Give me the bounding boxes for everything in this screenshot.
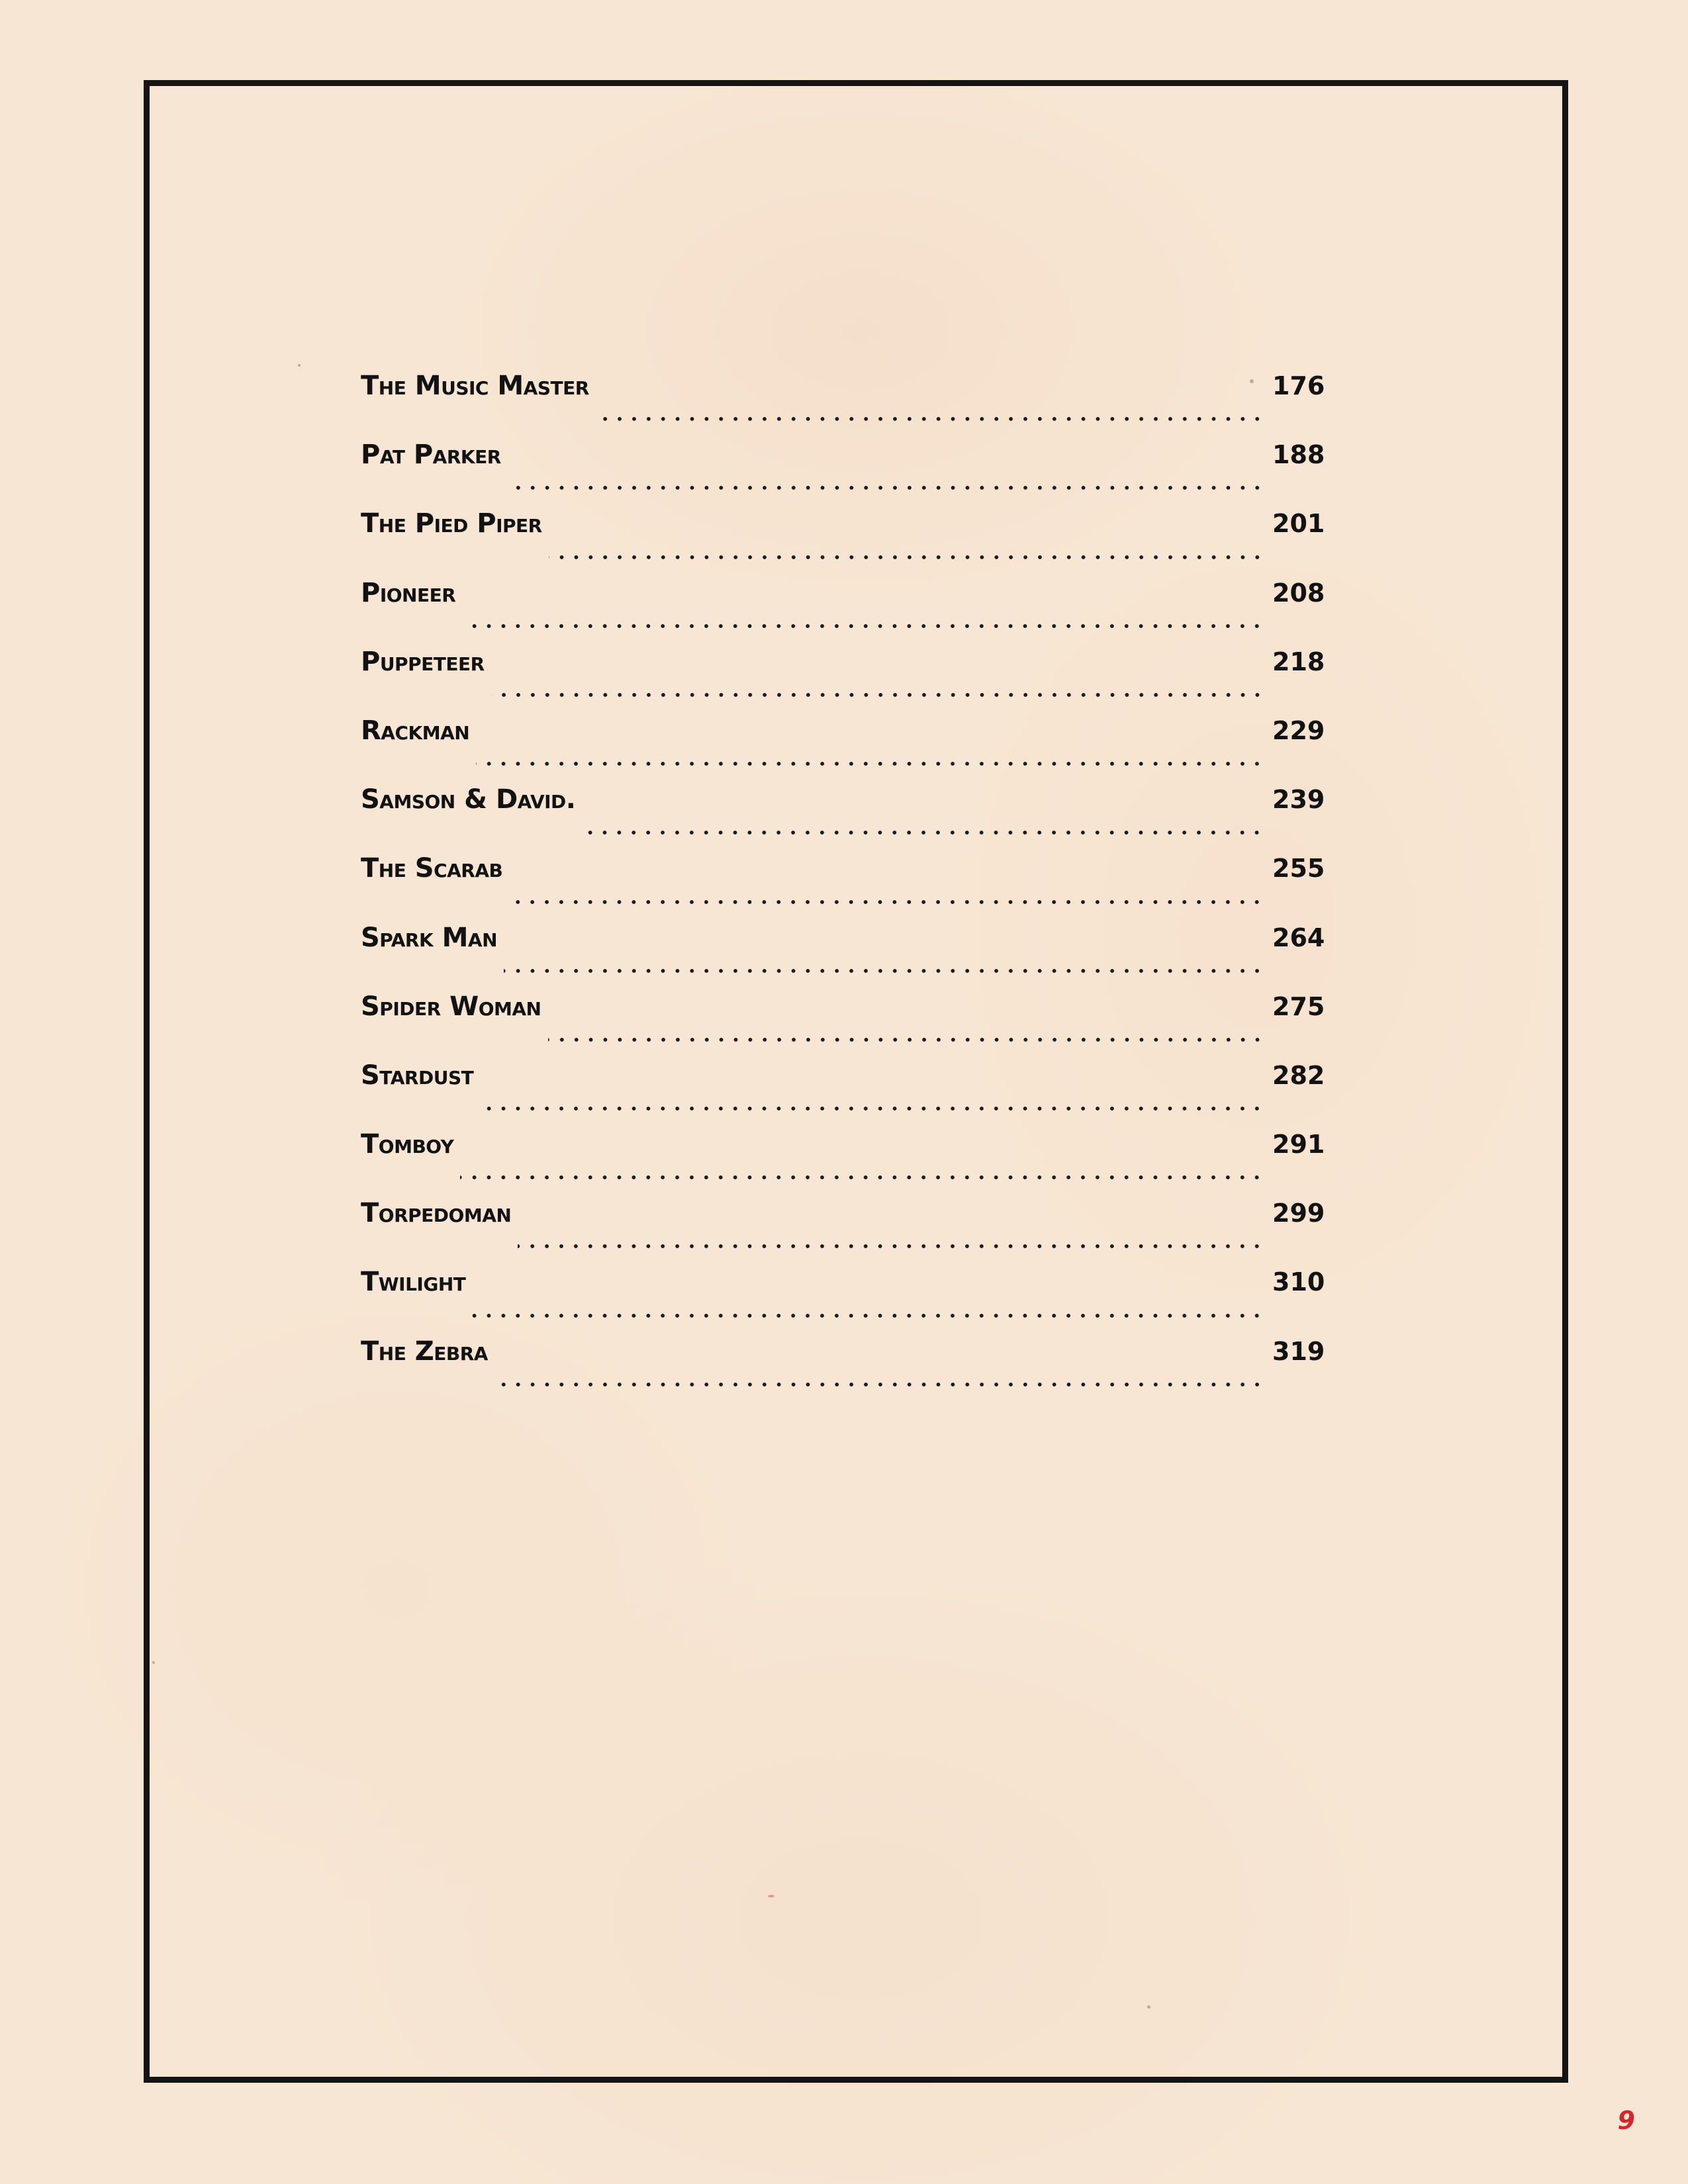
dot-leader	[494, 1382, 1264, 1387]
toc-entry[interactable]	[361, 923, 1324, 991]
toc-entry-title: Spark Man	[361, 922, 498, 953]
dot-leader	[491, 692, 1264, 698]
dot-leader	[508, 485, 1264, 490]
toc-entry-title: The Zebra	[361, 1336, 488, 1367]
paper-speck	[1147, 2005, 1150, 2009]
toc-entry-title: Pioneer	[361, 577, 456, 608]
dot-leader	[596, 416, 1264, 422]
toc-entry-page: 229	[1272, 715, 1325, 745]
toc-entry[interactable]	[361, 578, 1324, 647]
toc-entry-page: 299	[1272, 1199, 1325, 1228]
paper-speck	[1250, 379, 1254, 383]
toc-entry-title: Tomboy	[361, 1129, 454, 1160]
toc-entry-page: 239	[1272, 785, 1325, 815]
paper-speck	[298, 364, 301, 367]
toc-entry-title: Puppeteer	[361, 646, 485, 677]
toc-entry-page: 319	[1272, 1336, 1325, 1366]
toc-entry[interactable]	[361, 1060, 1324, 1129]
toc-entry-page: 282	[1272, 1060, 1325, 1090]
dot-leader	[549, 555, 1264, 560]
dot-leader	[480, 1106, 1264, 1111]
toc-entry-page: 218	[1272, 647, 1325, 676]
toc-entry[interactable]	[361, 991, 1324, 1060]
toc-entry-title: The Music Master	[361, 371, 589, 401]
toc-entry[interactable]	[361, 853, 1324, 922]
toc-entry-page: 176	[1272, 371, 1325, 400]
toc-entry[interactable]	[361, 1129, 1324, 1198]
toc-entry-page: 264	[1272, 923, 1325, 952]
toc-entry-title: Spider Woman	[361, 991, 541, 1022]
toc-entry-title: The Scarab	[361, 853, 503, 884]
toc-entry-title: Samson & David.	[361, 784, 576, 815]
toc-entry-page: 310	[1272, 1267, 1325, 1297]
toc-entry-title: Twilight	[361, 1267, 466, 1298]
toc-entry-page: 291	[1272, 1130, 1325, 1160]
toc-entry[interactable]	[361, 1336, 1324, 1405]
dot-leader	[476, 761, 1264, 766]
dot-leader	[460, 1175, 1264, 1180]
paper-speck	[152, 1661, 155, 1664]
toc-entry[interactable]	[361, 508, 1324, 577]
toc-entry-title: The Pied Piper	[361, 508, 542, 539]
toc-entry-page: 201	[1272, 509, 1325, 539]
dot-leader	[504, 968, 1264, 974]
toc-entry-title: Torpedoman	[361, 1198, 512, 1229]
dot-leader	[582, 830, 1264, 835]
toc-entry[interactable]	[361, 647, 1324, 715]
dot-leader	[518, 1244, 1264, 1249]
toc-entry-page: 208	[1272, 578, 1325, 608]
toc-entry-page: 255	[1272, 854, 1325, 884]
toc-entry[interactable]	[361, 371, 1324, 439]
dot-leader	[548, 1037, 1265, 1042]
toc-entry[interactable]	[361, 1267, 1324, 1336]
dot-leader	[462, 623, 1264, 629]
toc-entry[interactable]	[361, 439, 1324, 508]
table-of-contents	[361, 371, 1324, 1405]
toc-entry-title: Rackman	[361, 715, 470, 746]
toc-entry[interactable]	[361, 1198, 1324, 1267]
paper-speck	[768, 1895, 774, 1897]
page-number: 9	[1617, 2106, 1635, 2135]
toc-entry-page: 275	[1272, 991, 1325, 1021]
dot-leader	[509, 899, 1264, 905]
toc-entry[interactable]	[361, 784, 1324, 853]
toc-entry-page: 188	[1272, 440, 1325, 470]
toc-entry-title: Stardust	[361, 1060, 474, 1091]
dot-leader	[472, 1313, 1264, 1318]
toc-entry-title: Pat Parker	[361, 439, 501, 471]
toc-entry[interactable]	[361, 715, 1324, 784]
